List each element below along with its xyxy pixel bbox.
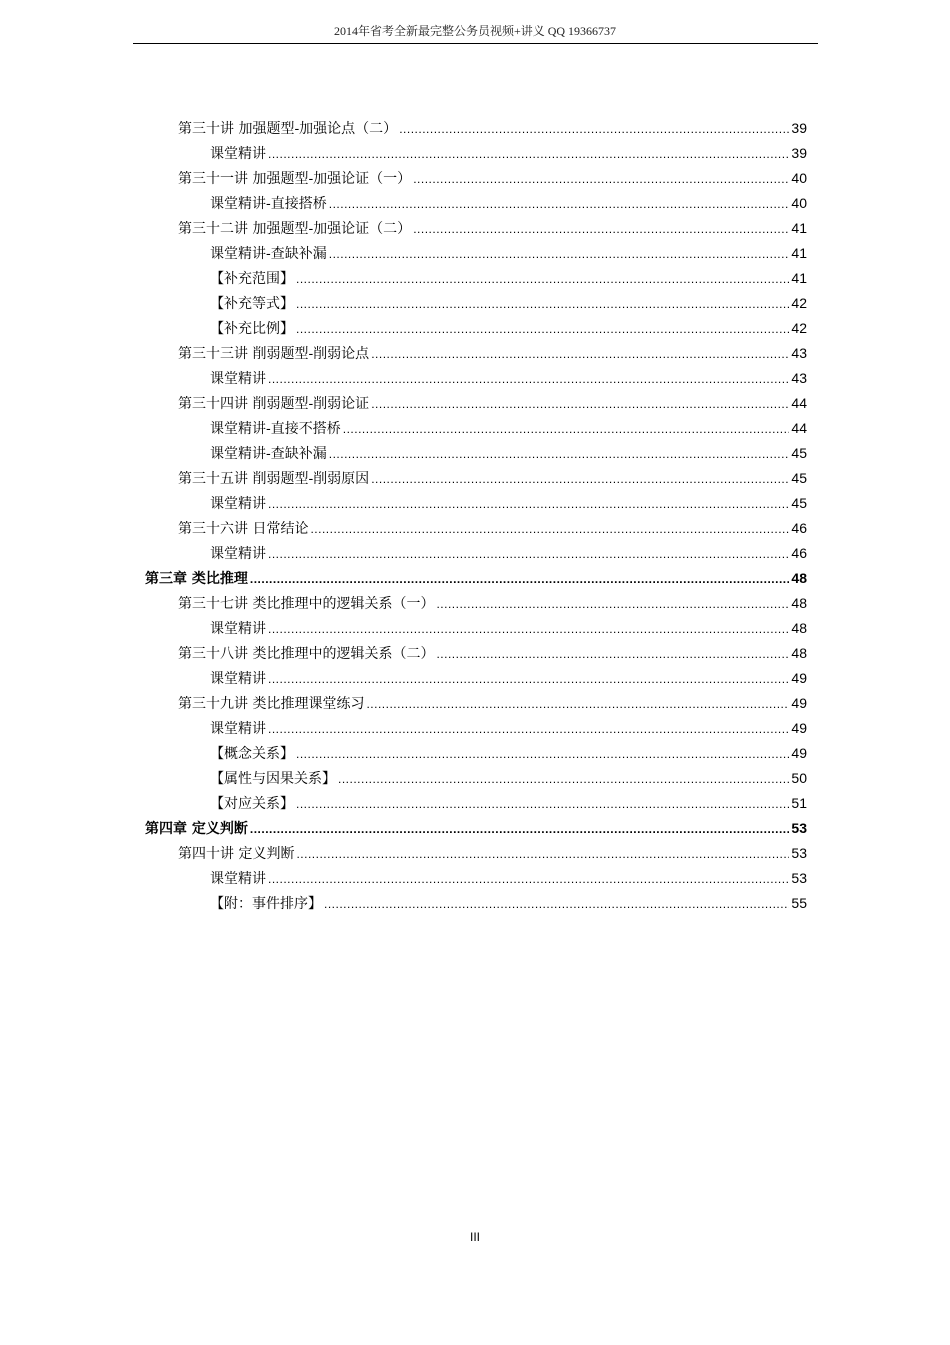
- toc-dot-leader: [366, 693, 789, 715]
- toc-entry-page: 39: [791, 145, 807, 161]
- toc-dot-leader: [268, 368, 789, 390]
- toc-dot-leader: [250, 818, 790, 840]
- toc-entry-page: 48: [791, 595, 807, 611]
- toc-subentry[interactable]: [210, 767, 807, 792]
- toc-lecture-entry[interactable]: [178, 517, 807, 542]
- toc-dot-leader: [310, 518, 789, 540]
- toc-entry-page: 44: [791, 420, 807, 436]
- toc-subentry[interactable]: [210, 892, 807, 917]
- toc-entry-page: 53: [791, 845, 807, 861]
- toc-subentry[interactable]: [210, 192, 807, 217]
- toc-subentry[interactable]: [210, 742, 807, 767]
- toc-entry-title: 课堂精讲: [210, 146, 266, 162]
- toc-entry-title: 【属性与因果关系】: [210, 771, 336, 787]
- toc-entry-page: 42: [791, 295, 807, 311]
- toc-entry-page: 45: [791, 495, 807, 511]
- toc-entry-page: 49: [791, 720, 807, 736]
- toc-dot-leader: [296, 793, 789, 815]
- toc-dot-leader: [436, 643, 789, 665]
- toc-dot-leader: [296, 293, 789, 315]
- toc-entry-page: 46: [791, 520, 807, 536]
- toc-dot-leader: [329, 443, 790, 465]
- toc-entry-page: 53: [791, 870, 807, 886]
- toc-subentry[interactable]: [210, 492, 807, 517]
- toc-subentry[interactable]: [210, 617, 807, 642]
- toc-entry-title: 第三十一讲 加强题型-加强论证（一）: [178, 171, 412, 187]
- toc-entry-page: 40: [791, 195, 807, 211]
- toc-lecture-entry[interactable]: [178, 392, 807, 417]
- toc-lecture-entry[interactable]: [178, 217, 807, 242]
- toc-subentry[interactable]: [210, 667, 807, 692]
- toc-entry-title: 课堂精讲-查缺补漏: [210, 246, 327, 262]
- toc-dot-leader: [268, 493, 789, 515]
- toc-entry-title: 课堂精讲-查缺补漏: [210, 446, 327, 462]
- toc-entry-title: 课堂精讲: [210, 496, 266, 512]
- toc-dot-leader: [268, 618, 789, 640]
- toc-lecture-entry[interactable]: [178, 342, 807, 367]
- toc-lecture-entry[interactable]: [178, 642, 807, 667]
- toc-entry-title: 课堂精讲: [210, 546, 266, 562]
- toc-dot-leader: [329, 193, 790, 215]
- toc-dot-leader: [296, 268, 789, 290]
- toc-entry-title: 第四十讲 定义判断: [178, 846, 295, 862]
- toc-dot-leader: [268, 718, 789, 740]
- toc-dot-leader: [268, 543, 789, 565]
- toc-entry-page: 45: [791, 470, 807, 486]
- toc-entry-page: 55: [791, 895, 807, 911]
- toc-dot-leader: [413, 218, 789, 240]
- toc-subentry[interactable]: [210, 317, 807, 342]
- toc-lecture-entry[interactable]: [178, 467, 807, 492]
- toc-subentry[interactable]: [210, 242, 807, 267]
- toc-entry-title: 【补充范围】: [210, 271, 294, 287]
- toc-entry-title: 第三十二讲 加强题型-加强论证（二）: [178, 221, 412, 237]
- toc-lecture-entry[interactable]: [178, 692, 807, 717]
- toc-dot-leader: [371, 468, 789, 490]
- toc-subentry[interactable]: [210, 417, 807, 442]
- toc-entry-page: 53: [791, 820, 807, 836]
- toc-entry-title: 第三十讲 加强题型-加强论点（二）: [178, 121, 398, 137]
- toc-entry-title: 【概念关系】: [210, 746, 294, 762]
- toc-entry-page: 41: [791, 270, 807, 286]
- toc-entry-title: 第三十六讲 日常结论: [178, 521, 309, 537]
- toc-entry-page: 39: [791, 120, 807, 136]
- header-divider: [133, 43, 818, 44]
- toc-dot-leader: [343, 418, 790, 440]
- toc-subentry[interactable]: [210, 142, 807, 167]
- toc-entry-title: 第四章 定义判断: [145, 821, 248, 837]
- toc-entry-title: 课堂精讲: [210, 721, 266, 737]
- toc-dot-leader: [296, 743, 789, 765]
- toc-entry-page: 43: [791, 345, 807, 361]
- toc-entry-title: 第三十九讲 类比推理课堂练习: [178, 696, 365, 712]
- toc-entry-page: 46: [791, 545, 807, 561]
- page-number: III: [469, 1230, 480, 1244]
- toc-subentry[interactable]: [210, 442, 807, 467]
- toc-dot-leader: [268, 868, 789, 890]
- page-header: 2014年省考全新最完整公务员视频+讲义 QQ 19366737: [333, 24, 617, 38]
- toc-entry-page: 45: [791, 445, 807, 461]
- toc-entry-title: 第三十七讲 类比推理中的逻辑关系（一）: [178, 596, 435, 612]
- toc-entry-title: 第三十四讲 削弱题型-削弱论证: [178, 396, 370, 412]
- toc-entry-title: 【补充等式】: [210, 296, 294, 312]
- table-of-contents: [0, 117, 950, 917]
- toc-entry-page: 41: [791, 245, 807, 261]
- toc-entry-page: 50: [791, 770, 807, 786]
- toc-entry-page: 49: [791, 695, 807, 711]
- toc-entry-page: 48: [791, 620, 807, 636]
- toc-dot-leader: [268, 143, 789, 165]
- toc-entry-page: 44: [791, 395, 807, 411]
- toc-entry-title: 第三十八讲 类比推理中的逻辑关系（二）: [178, 646, 435, 662]
- toc-dot-leader: [371, 393, 789, 415]
- toc-lecture-entry[interactable]: [178, 842, 807, 867]
- toc-dot-leader: [371, 343, 789, 365]
- toc-dot-leader: [436, 593, 789, 615]
- toc-dot-leader: [268, 668, 789, 690]
- toc-dot-leader: [413, 168, 789, 190]
- toc-entry-page: 48: [791, 570, 807, 586]
- toc-entry-page: 49: [791, 745, 807, 761]
- toc-entry-page: 42: [791, 320, 807, 336]
- toc-entry-title: 课堂精讲: [210, 371, 266, 387]
- toc-subentry[interactable]: [210, 717, 807, 742]
- toc-lecture-entry[interactable]: [178, 592, 807, 617]
- toc-entry-title: 第三章 类比推理: [145, 571, 248, 587]
- toc-dot-leader: [296, 843, 789, 865]
- toc-entry-title: 【补充比例】: [210, 321, 294, 337]
- toc-dot-leader: [296, 318, 789, 340]
- toc-entry-page: 40: [791, 170, 807, 186]
- toc-entry-title: 课堂精讲: [210, 871, 266, 887]
- toc-dot-leader: [250, 568, 790, 590]
- toc-entry-title: 第三十五讲 削弱题型-削弱原因: [178, 471, 370, 487]
- toc-entry-title: 课堂精讲-直接不搭桥: [210, 421, 341, 437]
- toc-entry-title: 课堂精讲-直接搭桥: [210, 196, 327, 212]
- toc-dot-leader: [329, 243, 790, 265]
- toc-subentry[interactable]: [210, 792, 807, 817]
- toc-subentry[interactable]: [210, 367, 807, 392]
- toc-lecture-entry[interactable]: [178, 117, 807, 142]
- toc-dot-leader: [324, 893, 789, 915]
- toc-entry-title: 第三十三讲 削弱题型-削弱论点: [178, 346, 370, 362]
- toc-entry-page: 48: [791, 645, 807, 661]
- toc-entry-title: 【对应关系】: [210, 796, 294, 812]
- toc-entry-title: 【附：事件排序】: [210, 896, 322, 912]
- toc-subentry[interactable]: [210, 292, 807, 317]
- toc-subentry[interactable]: [210, 267, 807, 292]
- toc-entry-page: 49: [791, 670, 807, 686]
- toc-entry-page: 43: [791, 370, 807, 386]
- toc-subentry[interactable]: [210, 542, 807, 567]
- toc-chapter-entry[interactable]: [145, 567, 807, 592]
- toc-entry-title: 课堂精讲: [210, 671, 266, 687]
- toc-entry-title: 课堂精讲: [210, 621, 266, 637]
- toc-subentry[interactable]: [210, 867, 807, 892]
- toc-dot-leader: [399, 118, 789, 140]
- toc-lecture-entry[interactable]: [178, 167, 807, 192]
- toc-chapter-entry[interactable]: [145, 817, 807, 842]
- toc-entry-page: 41: [791, 220, 807, 236]
- toc-dot-leader: [338, 768, 789, 790]
- toc-entry-page: 51: [791, 795, 807, 811]
